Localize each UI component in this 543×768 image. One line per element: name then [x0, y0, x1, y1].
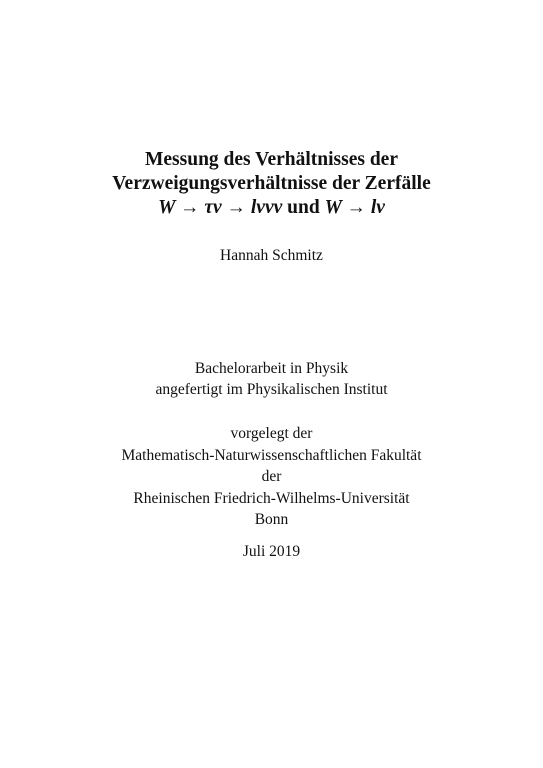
thesis-title	[0, 148, 543, 220]
thesis-type	[0, 358, 543, 400]
title-connector: und	[282, 197, 325, 218]
title-line-2: Verzweigungsverhältnisse der Zerfälle	[112, 173, 431, 194]
submission-line-1: vorgelegt der	[230, 425, 313, 442]
thesis-type-line-1: Bachelorarbeit in Physik	[194, 360, 349, 377]
title-decay-tau: W → τν → lννν	[158, 197, 283, 218]
author-name: Hannah Schmitz	[220, 247, 323, 264]
faculty-name: Mathematisch-Naturwissenschaftlichen Fakultät	[121, 446, 422, 464]
submission-date: Juli 2019	[242, 543, 301, 560]
title-line-3	[0, 196, 543, 220]
university-name: Rheinischen Friedrich-Wilhelms-Universität	[133, 489, 410, 507]
thesis-type-line-2: angefertigt im Physikalischen Institut	[155, 381, 388, 398]
title-line-1: Messung des Verhältnisses der	[145, 149, 398, 170]
title-decay-lepton: W → lν	[324, 197, 385, 218]
city-name: Bonn	[254, 511, 289, 528]
submission-line-3: der	[261, 468, 282, 485]
submission-info	[0, 423, 543, 531]
